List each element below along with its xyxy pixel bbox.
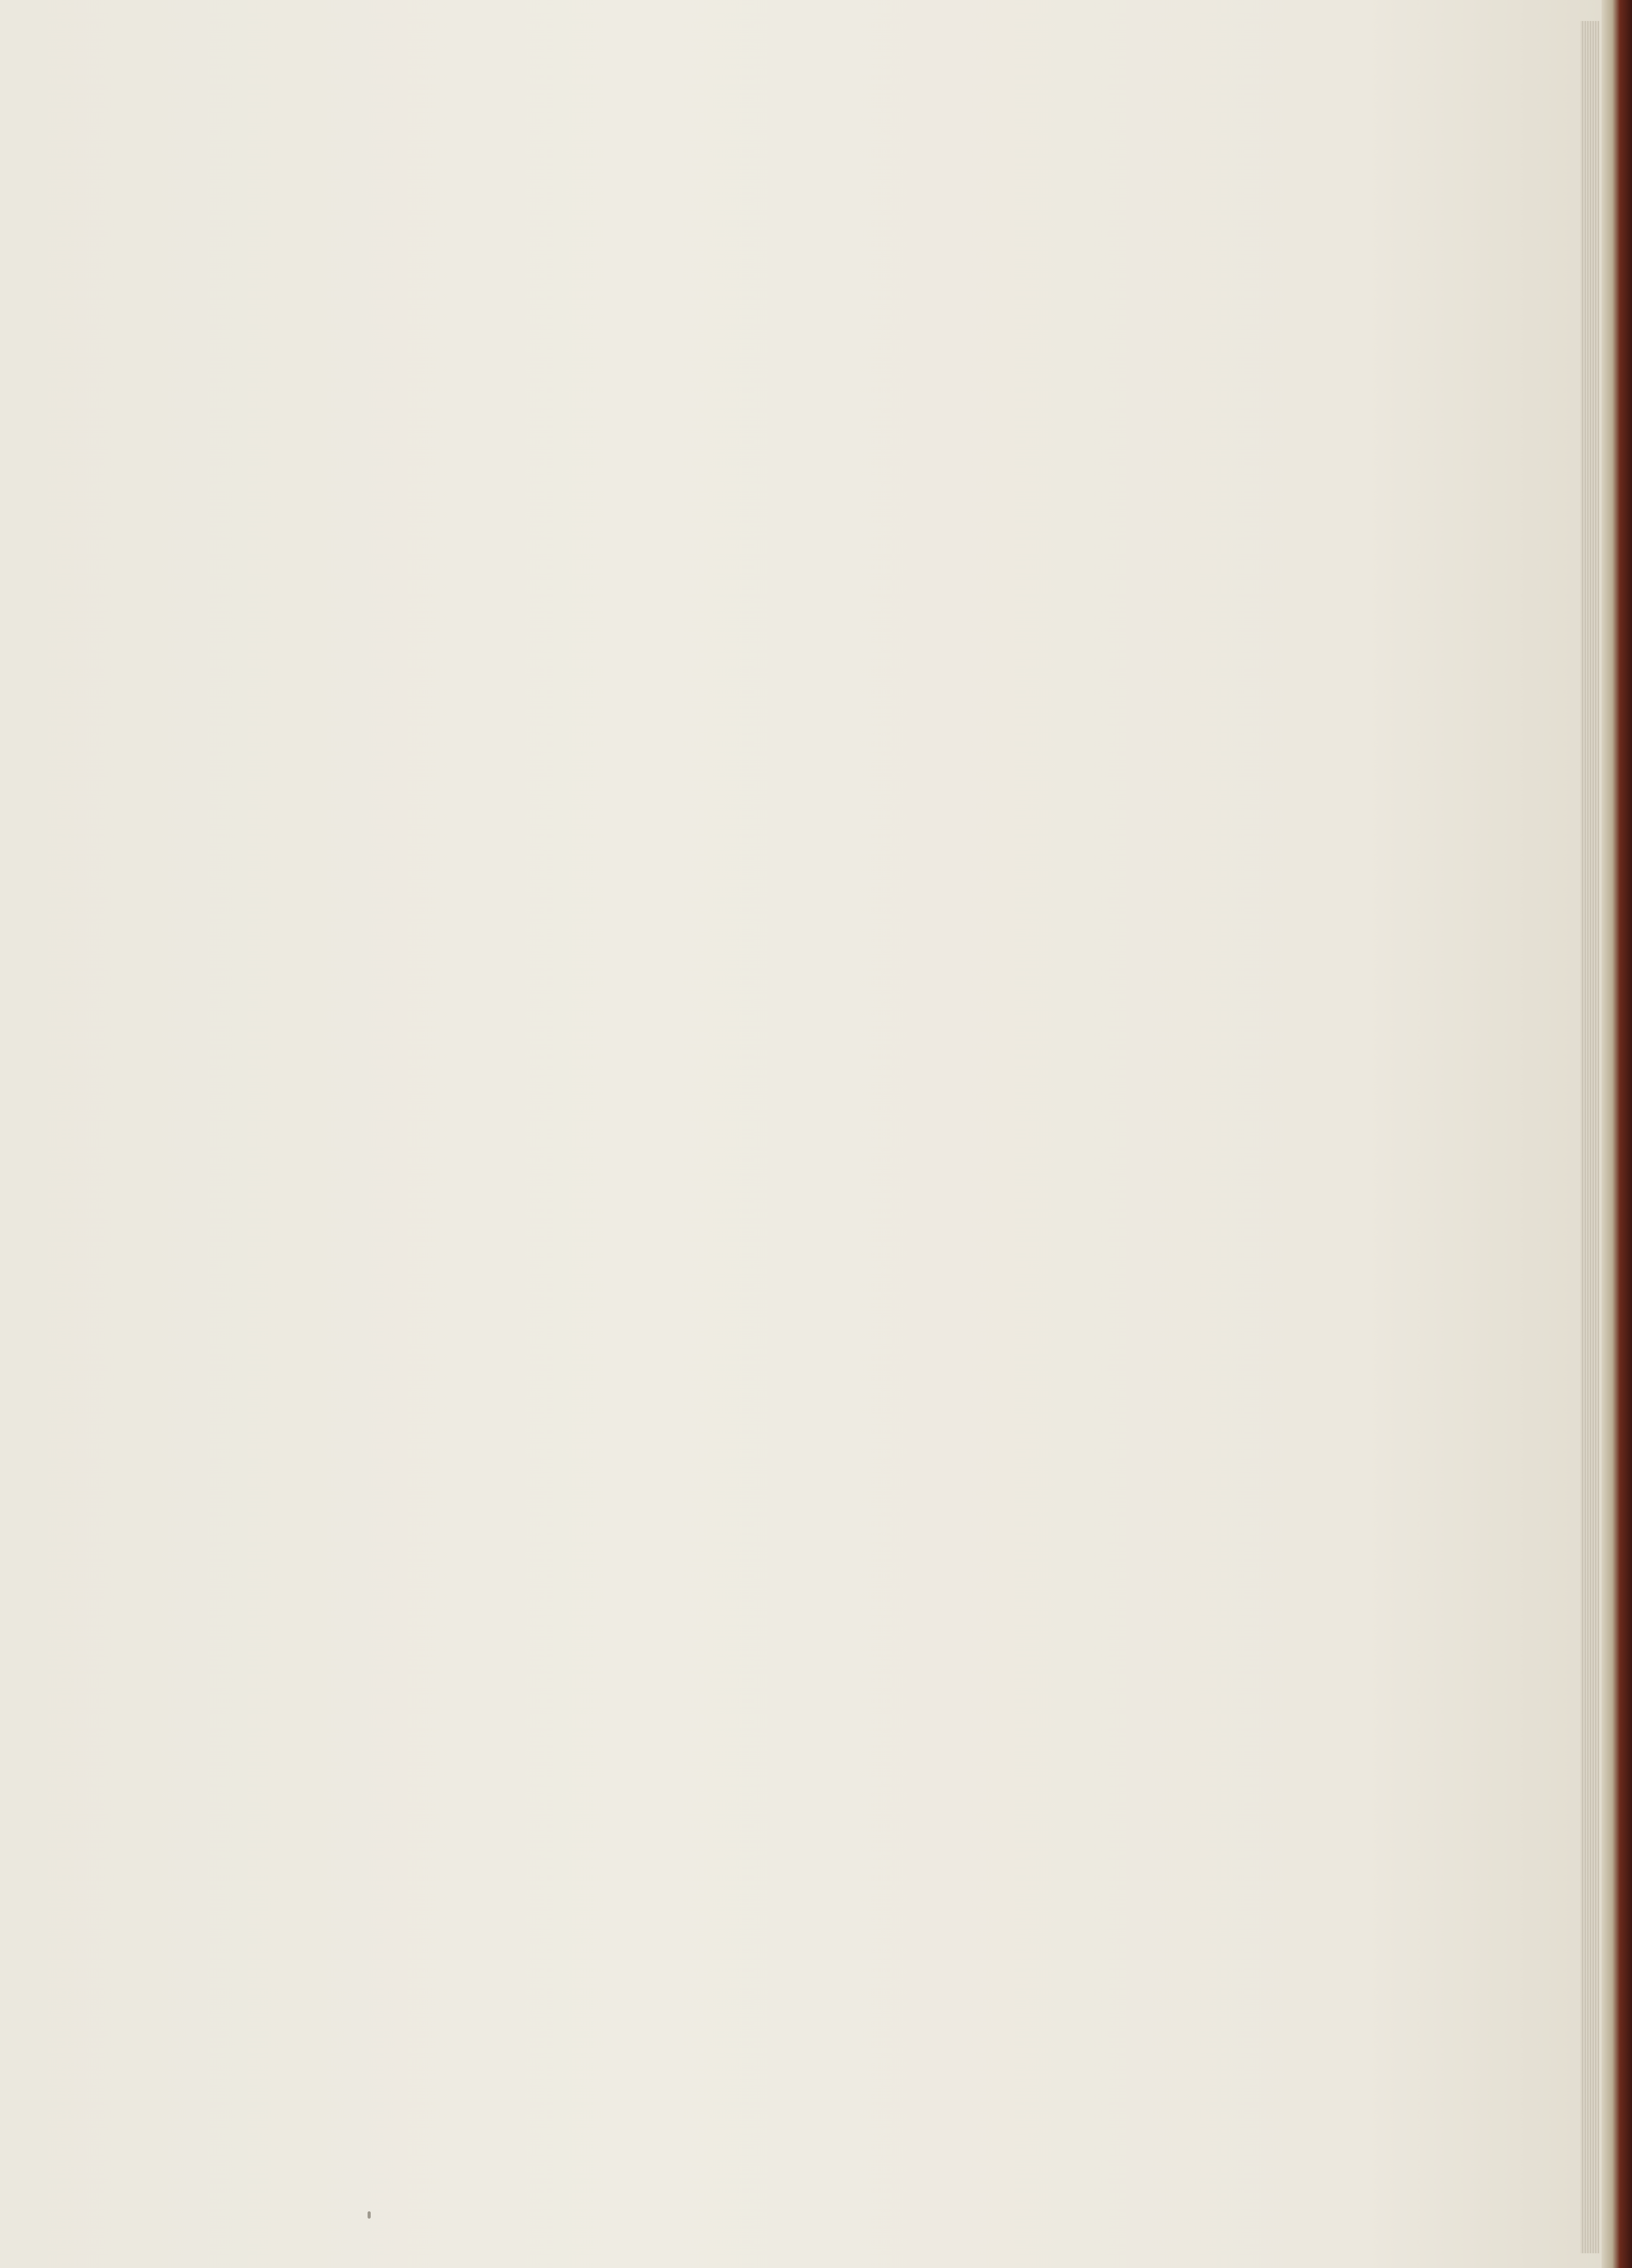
- page-edges: [1581, 21, 1599, 2253]
- book-binding: [1602, 0, 1632, 2268]
- dust-speck: [368, 2211, 371, 2219]
